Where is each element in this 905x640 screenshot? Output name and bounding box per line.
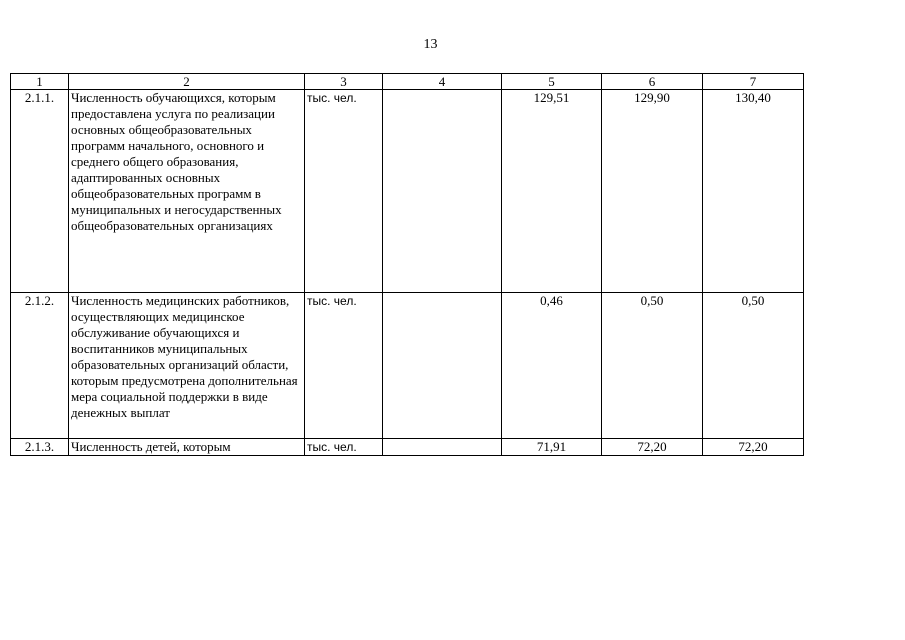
unit-cell: тыс. чел. <box>305 293 383 439</box>
header-cell-7: 7 <box>703 74 804 90</box>
column-5-value: 71,91 <box>502 439 602 456</box>
page-number: 13 <box>423 37 438 52</box>
table-row <box>11 439 804 456</box>
indicator-name-cell: Численность обучающихся, которым предоставлена услуга по реализации основных общеобразовательных программ начального, основного и среднего общего образования, адаптированных основных общеобразовательных программ в муниципальных и негосударственных общеобразовательных организациях <box>69 90 305 293</box>
unit-cell: тыс. чел. <box>305 90 383 293</box>
indicator-name-cell: Численность детей, которым <box>69 439 305 456</box>
column-4-cell <box>383 439 502 456</box>
column-7-value: 0,50 <box>703 293 804 439</box>
column-6-value: 0,50 <box>602 293 703 439</box>
column-4-cell <box>383 90 502 293</box>
column-7-value: 72,20 <box>703 439 804 456</box>
data-table <box>10 73 804 456</box>
unit-cell: тыс. чел. <box>305 439 383 456</box>
header-cell-4: 4 <box>383 74 502 90</box>
row-number-cell: 2.1.3. <box>11 439 69 456</box>
table-row <box>11 293 804 439</box>
table-row <box>11 90 804 293</box>
header-cell-2: 2 <box>69 74 305 90</box>
row-number-cell: 2.1.2. <box>11 293 69 439</box>
header-cell-1: 1 <box>11 74 69 90</box>
column-7-value: 130,40 <box>703 90 804 293</box>
column-4-cell <box>383 293 502 439</box>
column-5-value: 129,51 <box>502 90 602 293</box>
column-6-value: 72,20 <box>602 439 703 456</box>
header-cell-5: 5 <box>502 74 602 90</box>
header-cell-3: 3 <box>305 74 383 90</box>
indicator-name-cell: Численность медицинских работников, осуществляющих медицинское обслуживание обучающихся и воспитанников муниципальных образовательных организаций области, которым предусмотрена дополнительная мера социальной поддержки в виде денежных выплат <box>69 293 305 439</box>
column-5-value: 0,46 <box>502 293 602 439</box>
row-number-cell: 2.1.1. <box>11 90 69 293</box>
header-cell-6: 6 <box>602 74 703 90</box>
header-row <box>11 74 804 90</box>
column-6-value: 129,90 <box>602 90 703 293</box>
